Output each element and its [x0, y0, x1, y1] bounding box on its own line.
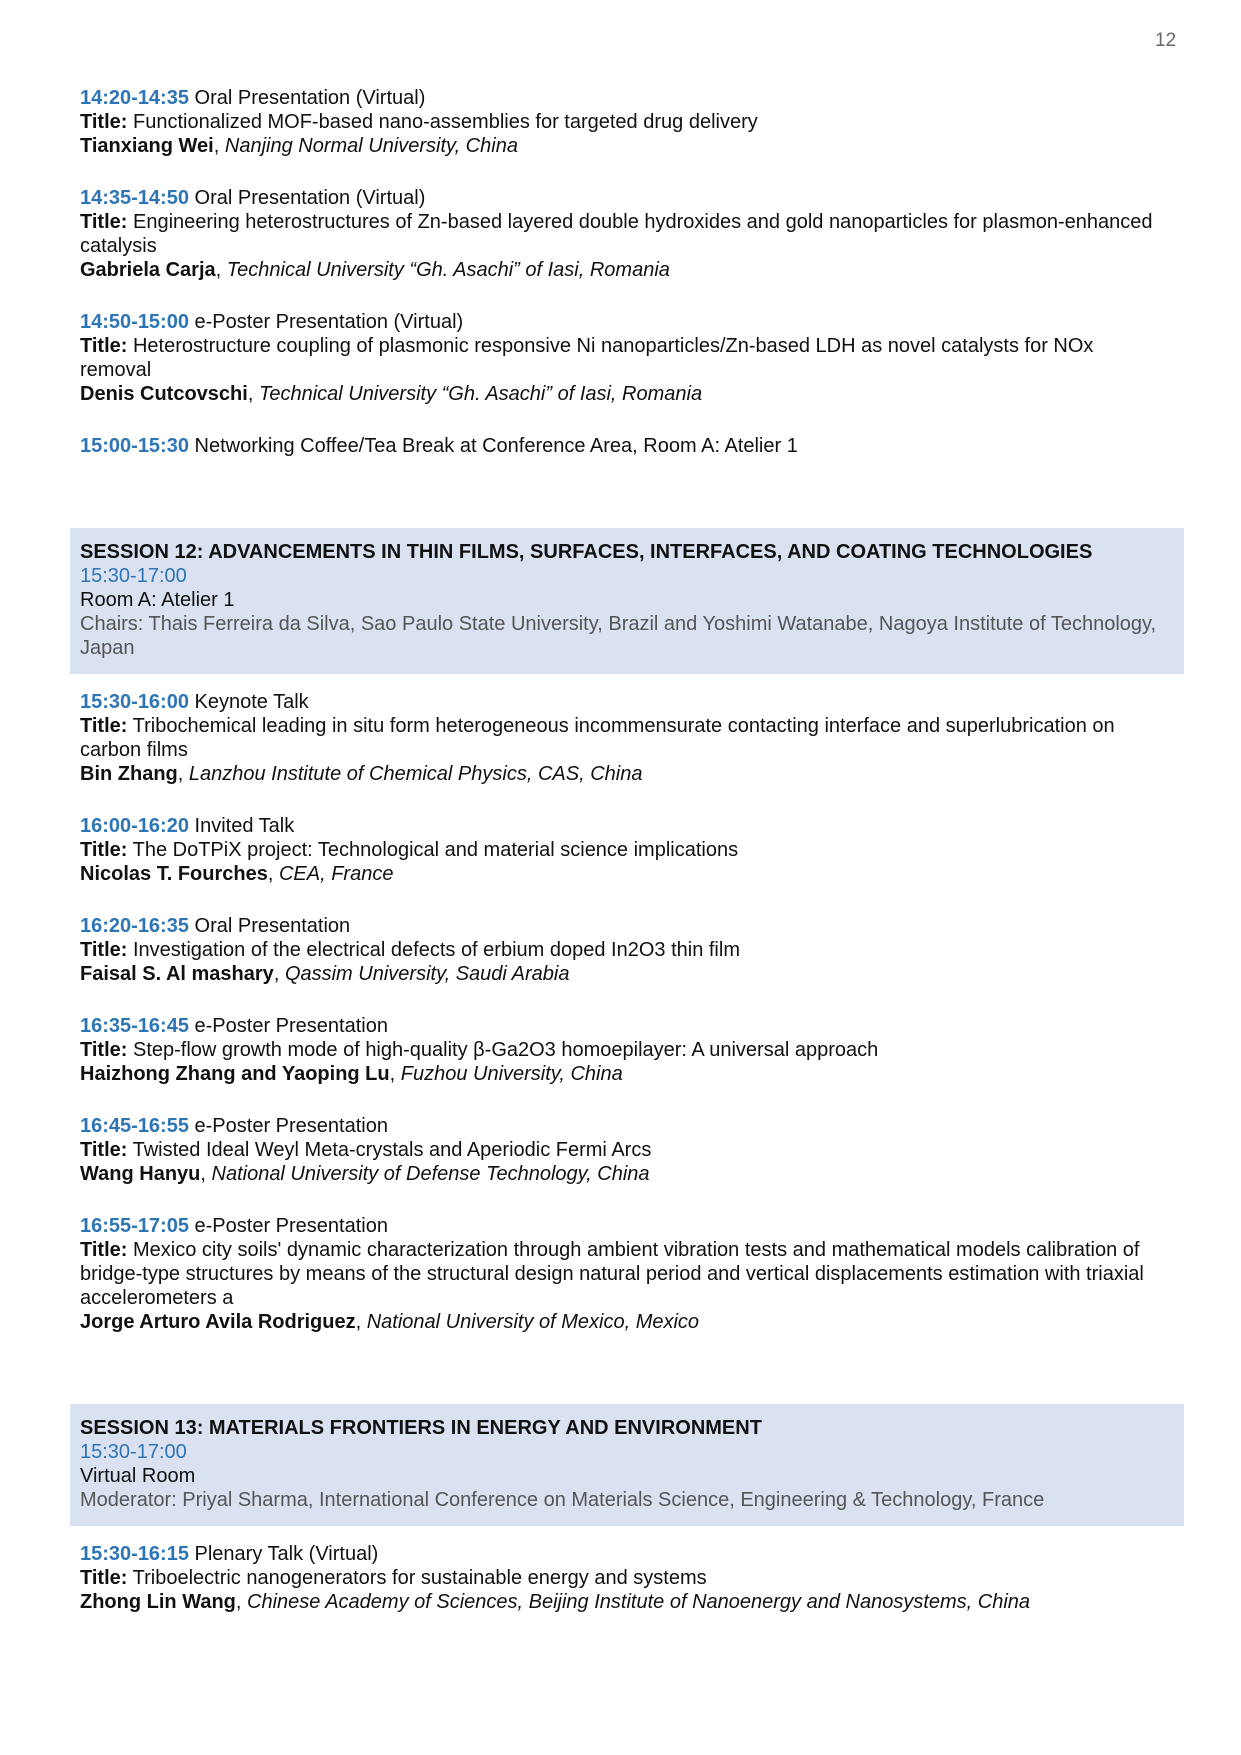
- title-label: Title:: [80, 1239, 128, 1261]
- entry-author: Jorge Arturo Avila Rodriguez: [80, 1311, 356, 1333]
- entry-author: Haizhong Zhang and Yaoping Lu: [80, 1063, 390, 1085]
- program-entry: [80, 814, 1170, 886]
- entry-type: e-Poster Presentation (Virtual): [188, 311, 464, 333]
- entry-title: Twisted Ideal Weyl Meta-crystals and Aperiodic Fermi Arcs: [127, 1139, 652, 1161]
- session-room: Room A: Atelier 1: [80, 589, 235, 611]
- author-separator: ,: [235, 1591, 248, 1613]
- program-entry: [80, 1014, 1170, 1086]
- session-room: Virtual Room: [80, 1465, 196, 1487]
- entry-time: 16:00-16:20: [80, 815, 189, 837]
- entry-affiliation: Nanjing Normal University, China: [224, 135, 518, 157]
- session-title: SESSION 13: MATERIALS FRONTIERS IN ENERGY AND ENVIRONMENT: [80, 1417, 762, 1439]
- entry-type: e-Poster Presentation: [188, 1015, 388, 1037]
- program-entry: [80, 186, 1170, 282]
- session-chairs: Chairs: Thais Ferreira da Silva, Sao Paulo State University, Brazil and Yoshimi Watanabe, Nagoya Institute of Technology, Japan: [80, 613, 1157, 659]
- entry-author: Faisal S. Al mashary: [80, 963, 274, 985]
- entry-type: Plenary Talk (Virtual): [188, 1543, 379, 1565]
- entry-title: Triboelectric nanogenerators for sustainable energy and systems: [127, 1567, 707, 1589]
- entry-type: Oral Presentation (Virtual): [188, 187, 426, 209]
- entry-affiliation: Technical University “Gh. Asachi” of Iasi, Romania: [226, 259, 670, 281]
- title-label: Title:: [80, 839, 128, 861]
- entry-title: Engineering heterostructures of Zn-based layered double hydroxides and gold nanoparticles for plasmon-enhanced catalysis: [80, 211, 1153, 257]
- program-entry: [80, 1214, 1170, 1334]
- entry-title: Mexico city soils' dynamic characterization through ambient vibration tests and mathematical models calibration of bridge-type structures by means of the structural design natural period and vertical displacements estimation with triaxial accelerometers a: [80, 1239, 1144, 1309]
- author-separator: ,: [273, 963, 285, 985]
- author-separator: ,: [215, 259, 227, 281]
- entry-time: 16:55-17:05: [80, 1215, 189, 1237]
- session-time: 15:30-17:00: [80, 1441, 187, 1463]
- author-separator: ,: [213, 135, 225, 157]
- entry-affiliation: Technical University “Gh. Asachi” of Iasi, Romania: [258, 383, 703, 405]
- entry-affiliation: Lanzhou Institute of Chemical Physics, CAS, China: [188, 763, 643, 785]
- page-number: 12: [1155, 30, 1177, 51]
- entry-affiliation: CEA, France: [278, 863, 394, 885]
- entry-type: e-Poster Presentation: [188, 1115, 388, 1137]
- entry-type: Invited Talk: [188, 815, 295, 837]
- entry-title: Investigation of the electrical defects of erbium doped In2O3 thin film: [127, 939, 740, 961]
- session-header: [70, 528, 1184, 674]
- entry-title: Functionalized MOF-based nano-assemblies for targeted drug delivery: [127, 111, 758, 133]
- author-separator: ,: [200, 1163, 212, 1185]
- entry-title: Tribochemical leading in situ form heterogeneous incommensurate contacting interface and superlubrication on carbon films: [80, 715, 1115, 761]
- author-separator: ,: [389, 1063, 401, 1085]
- entry-affiliation: Chinese Academy of Sciences, Beijing Institute of Nanoenergy and Nanosystems, China: [247, 1591, 1031, 1613]
- title-label: Title:: [80, 335, 128, 357]
- program-entry: [80, 310, 1170, 406]
- title-label: Title:: [80, 715, 128, 737]
- title-label: Title:: [80, 1139, 128, 1161]
- author-separator: ,: [355, 1311, 367, 1333]
- entry-time: 14:35-14:50: [80, 187, 189, 209]
- program-content: [80, 86, 1170, 1642]
- entry-time: 16:45-16:55: [80, 1115, 189, 1137]
- author-separator: ,: [177, 763, 189, 785]
- program-entry: [80, 690, 1170, 786]
- session-moderator: Moderator: Priyal Sharma, International Conference on Materials Science, Engineering & Technology, France: [80, 1489, 1045, 1511]
- entry-title: The DoTPiX project: Technological and material science implications: [127, 839, 739, 861]
- title-label: Title:: [80, 1567, 128, 1589]
- entry-time: 15:30-16:00: [80, 691, 189, 713]
- entry-time: 14:20-14:35: [80, 87, 189, 109]
- program-entry: [80, 914, 1170, 986]
- program-entry: [80, 86, 1170, 158]
- entry-affiliation: Qassim University, Saudi Arabia: [284, 963, 570, 985]
- entry-author: Tianxiang Wei: [80, 135, 214, 157]
- entry-author: Wang Hanyu: [80, 1163, 201, 1185]
- entry-author: Gabriela Carja: [80, 259, 216, 281]
- entry-author: Denis Cutcovschi: [80, 383, 248, 405]
- entry-author: Zhong Lin Wang: [80, 1591, 236, 1613]
- program-entry: [80, 1114, 1170, 1186]
- author-separator: ,: [267, 863, 279, 885]
- entry-type: Keynote Talk: [188, 691, 309, 713]
- session-title: SESSION 12: ADVANCEMENTS IN THIN FILMS, SURFACES, INTERFACES, AND COATING TECHNOLOGIES: [80, 541, 1093, 563]
- title-label: Title:: [80, 939, 128, 961]
- title-label: Title:: [80, 211, 128, 233]
- entry-author: Nicolas T. Fourches: [80, 863, 268, 885]
- entry-type: Oral Presentation: [188, 915, 351, 937]
- session-header: [70, 1404, 1184, 1526]
- entry-type: e-Poster Presentation: [188, 1215, 388, 1237]
- entry-type: Oral Presentation (Virtual): [188, 87, 426, 109]
- entry-author: Bin Zhang: [80, 763, 178, 785]
- entry-title: Heterostructure coupling of plasmonic responsive Ni nanoparticles/Zn-based LDH as novel catalysts for NOx removal: [80, 335, 1094, 381]
- program-entry: [80, 1542, 1170, 1614]
- break-text: Networking Coffee/Tea Break at Conference Area, Room A: Atelier 1: [188, 435, 798, 457]
- entry-time: 15:30-16:15: [80, 1543, 189, 1565]
- title-label: Title:: [80, 1039, 128, 1061]
- entry-affiliation: Fuzhou University, China: [400, 1063, 623, 1085]
- session-time: 15:30-17:00: [80, 565, 187, 587]
- entry-time: 16:35-16:45: [80, 1015, 189, 1037]
- title-label: Title:: [80, 111, 128, 133]
- entry-time: 14:50-15:00: [80, 311, 189, 333]
- entry-time: 16:20-16:35: [80, 915, 189, 937]
- author-separator: ,: [247, 383, 259, 405]
- entry-affiliation: National University of Mexico, Mexico: [366, 1311, 700, 1333]
- break-time: 15:00-15:30: [80, 435, 189, 457]
- entry-affiliation: National University of Defense Technology, China: [211, 1163, 650, 1185]
- break-entry: [80, 434, 1170, 458]
- entry-title: Step-flow growth mode of high-quality β-Ga2O3 homoepilayer: A universal approach: [127, 1039, 879, 1061]
